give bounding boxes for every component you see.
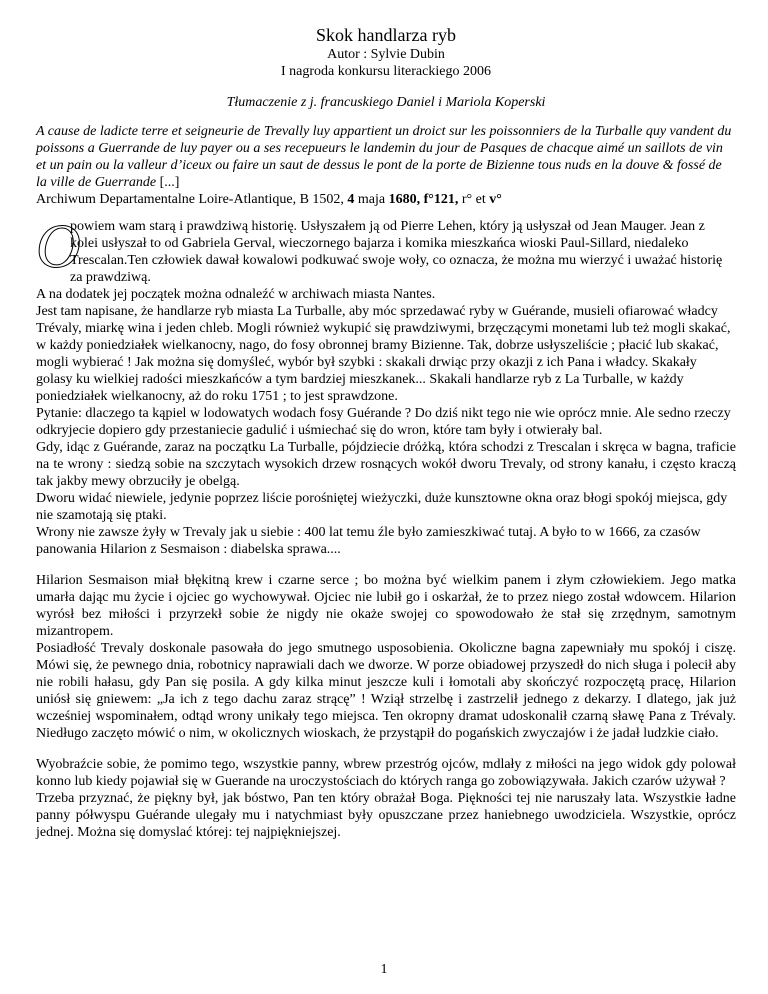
archive-prefix: Archiwum Departamentalne Loire-Atlantique, B 1502, bbox=[36, 192, 348, 207]
paragraph-9: Posiadłość Trevaly doskonale pasowała do jego smutnego usposobienia. Okoliczne bagna zapewniały mu spokój i ciszę. Mówi się, że pewnego dnia, robotnicy naprawiali dach we dworze. W porze obiadowej przyszedł do nich sługa i polecił aby nie robili hałasu, gdy Pan się posila. A gdy kilka minut jeszcze kuli i łomotali aby skończyć rozpoczętą pracę, Hilarion uniósł się gniewem: „Ja ich z tego dachu zaraz strącę” ! Wziął strzelbę i zastrzelił jednego z dekarzy. I dlatego, jak już wcześniej wspominałem, odtąd wrony unikały tego miejsca. Ten okropny dramat udoskonalił czarną sławę Pana z Trévaly. Niedługo zaczęto mówić o nim, w okolicznych wioskach, że przystąpił do pogańskich zwyczajów i że jadał ludzkie ciało. bbox=[36, 641, 736, 741]
section-gap bbox=[36, 742, 736, 756]
paragraph-3: Jest tam napisane, że handlarze ryb miasta La Turballe, aby móc sprzedawać ryby w Guérande, musieli ofiarować władcy Trévaly, miarkę wina i jeden chleb. Mogli również wykupić się prawdziwymi, brzęczącymi monetami lub też mogli skakać, w każdy poniedziałek wielkanocny, nago, do fosy obronnej bramy Bizienne. Tak, dobrze usłyszeliście ; płacić lub skakać, mogli wybierać ! Jak można się domyśleć, wybór był szybki : skakali drwiąc przy okazji z ich Pana i władcy. Skakały golasy ku wielkiej radości mieszkańców a tym bardziej mieszkanek... Skakali handlarze ryb z La Turballe, w każdy poniedziałek wielkanocny, aż do roku 1751 ; to jest sprawdzone. bbox=[36, 304, 731, 404]
translation-credit: Tłumaczenie z j. francuskiego Daniel i Mariola Koperski bbox=[226, 95, 546, 110]
archive-day: 4 bbox=[347, 192, 355, 207]
paragraph-1: powiem wam starą i prawdziwą historię. Usłyszałem ją od Pierre Lehen, który ją usłyszał od Jean Mauger. Jean z kolei usłyszał to od Gabriela Gerval, wieczornego bajarza i komika mieszkańca wioski Paul-Sillard, niedaleko Trescalan.Ten człowiek dawał kowalowi podkuwać swoje woły, co oznacza, że można mu wierzyć i uważać historię za prawdziwą. bbox=[70, 219, 723, 285]
paragraph-2: A na dodatek jej początek można odnaleźć w archiwach miasta Nantes. bbox=[36, 287, 436, 302]
page-number: 1 bbox=[380, 962, 388, 977]
paragraph-11: Trzeba przyznać, że piękny był, jak bóstwo, Pan ten który obrażał Boga. Piękności tej nie naruszały lata. Wszystkie ładne panny półwyspu Guérande ulegały mu i natychmiast były opuszczane przez haniebnego uwodziciela. Wszystkie, oprócz jednej. Można się domyslać której: tej najpiękniejszej. bbox=[36, 791, 736, 840]
paragraph-5: Gdy, idąc z Guérande, zaraz na początku La Turballe, pójdziecie dróżką, która schodzi z Trescalan i skręca w bagna, traficie na te wrony : siedzą sobie na szczytach wysokich drzew rosnących wokół dworu Trevaly, od strony kanału, i często kraczą tak jakby mewy obrzuciły je obelgą. bbox=[36, 440, 736, 489]
archive-reference bbox=[36, 191, 736, 208]
paragraph-7: Wrony nie zawsze żyły w Trevaly jak u siebie : 400 lat temu źle było zamieszkiwać tutaj. A było to w 1666, za czasów panowania Hilarion z Sesmaison : diabelska sprawa.... bbox=[36, 525, 701, 557]
paragraph-10: Wyobraźcie sobie, że pomimo tego, wszystkie panny, wbrew przestróg ojców, mdlały z miłości na jego widok gdy polował konno lub kiedy pojawiał się w Guerande na uroczystościach do których ranga go zobowiązywała. Jakich czarów używał ? bbox=[36, 757, 736, 789]
author-line: Autor : Sylvie Dubin bbox=[327, 47, 445, 62]
archive-recto: r° et bbox=[458, 192, 490, 207]
section-gap bbox=[36, 558, 736, 572]
document-page bbox=[36, 24, 736, 841]
paragraph-8: Hilarion Sesmaison miał błękitną krew i czarne serce ; bo można być wielkim panem i złym człowiekiem. Jego matka umarła dając mu życie i ojciec go wychowywał. Ojciec nie lubił go i oskarżał, że to przez niego został wdowcem. Hilarion wyrósł bez miłości i przyrzekł sobie że nigdy nie okaże swojej co spowodowało że stał się zrzędnym, samotnym mizantropem. bbox=[36, 573, 736, 639]
archive-month: maja bbox=[354, 192, 389, 207]
document-title: Skok handlarza ryb bbox=[316, 25, 456, 45]
archive-year-folio: 1680, f°121, bbox=[388, 192, 459, 207]
quote-text: A cause de ladicte terre et seigneurie de Trevally luy appartient un droict sur les poissonniers de la Turballe quy vandent du poissons a Guerrande de luy payer ou a ses recepueurs le landemin du jour de Pasques de chacque aimé un saillots de vin et un pain ou la valleur d’iceux ou faire un saut de dessus le pont de la porte de Bizienne tous nuds en la douve & fossé de la ville de Guerrande bbox=[36, 124, 732, 190]
quote-ellipsis: [...] bbox=[156, 175, 180, 190]
story-opening bbox=[36, 213, 736, 286]
archival-quote bbox=[36, 123, 736, 191]
drop-cap: O bbox=[36, 213, 81, 281]
archive-verso: v° bbox=[489, 192, 502, 207]
paragraph-4: Pytanie: dlaczego ta kąpiel w lodowatych wodach fosy Guérande ? Do dziś nikt tego nie wie oprócz mnie. Ale sedno rzeczy odkryjecie dopiero gdy przestaniecie gadulić i uśmiechać się do wron, które tam były i otwierały bal. bbox=[36, 406, 731, 438]
paragraph-6: Dworu widać niewiele, jedynie poprzez liście porośniętej wieżyczki, duże kunsztowne okna oraz błogi spokój miejsca, gdy nie szamotają się ptaki. bbox=[36, 491, 728, 523]
award-line: I nagroda konkursu literackiego 2006 bbox=[281, 64, 491, 79]
